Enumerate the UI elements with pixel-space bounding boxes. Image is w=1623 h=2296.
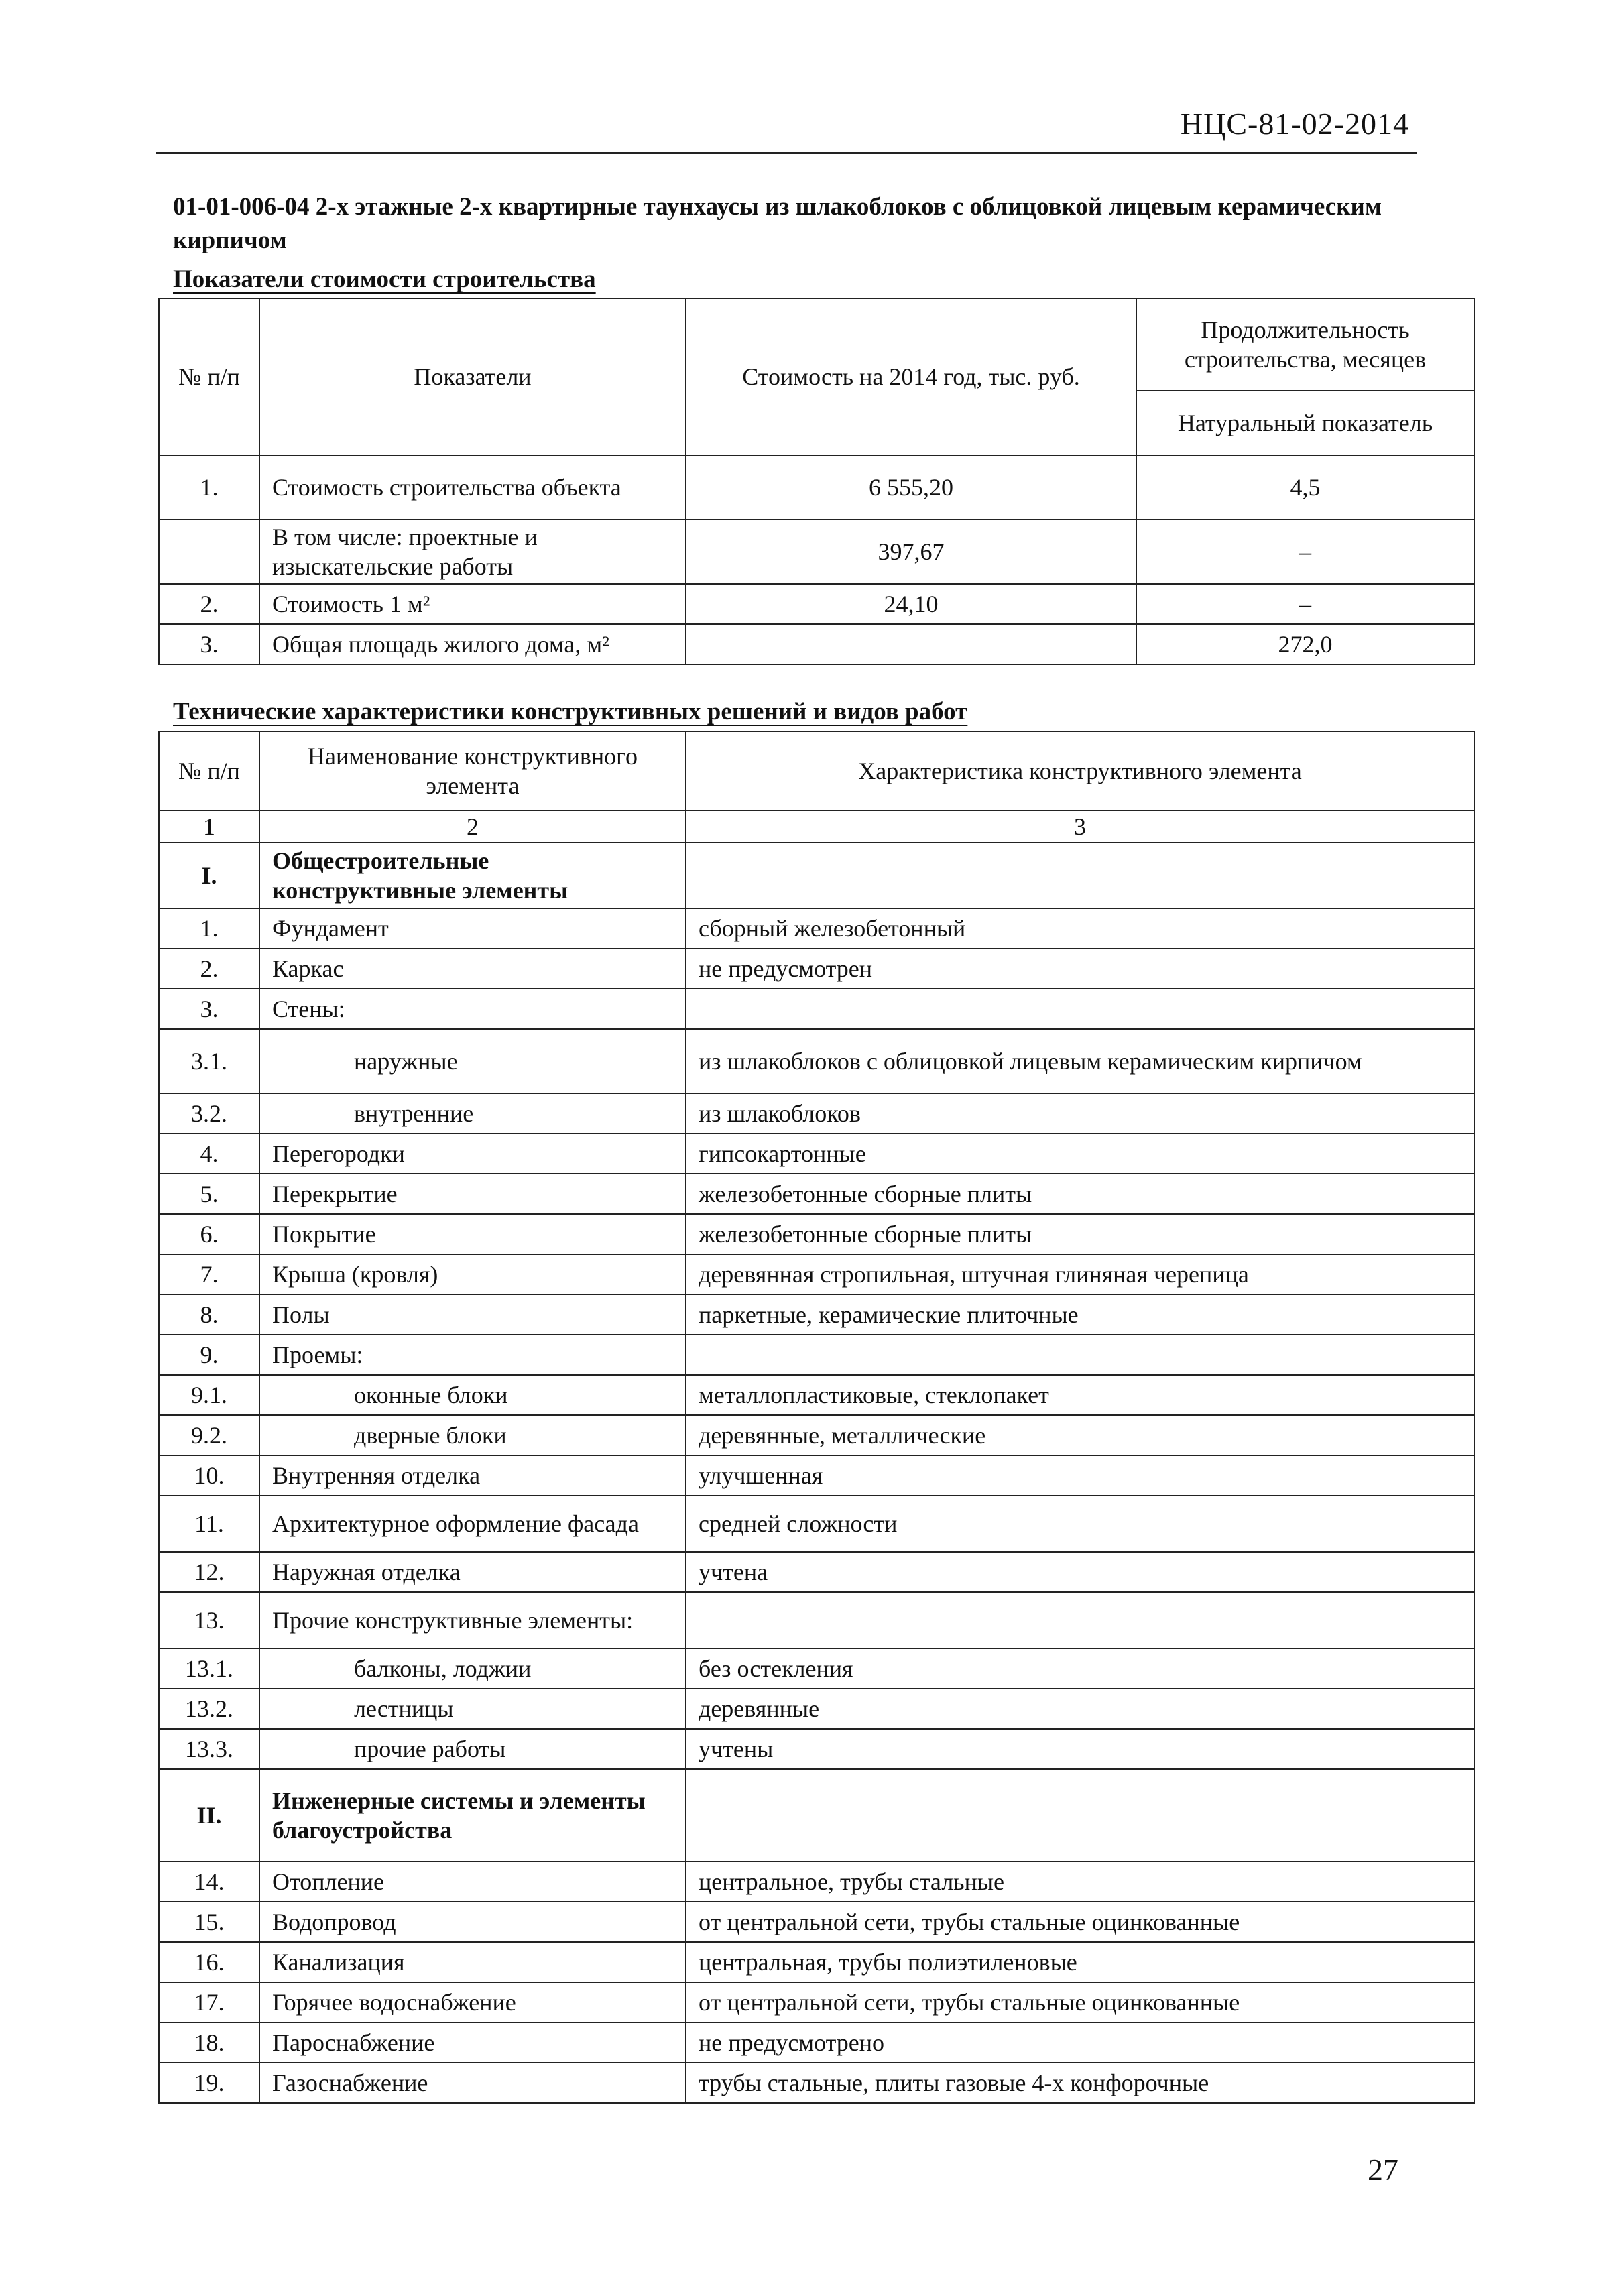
- table-row: [159, 1254, 1474, 1294]
- table-row: [159, 1455, 1474, 1496]
- row-num: 3.: [159, 624, 259, 664]
- row-characteristic: из шлакоблоков с облицовкой лицевым керамическим кирпичом: [686, 1029, 1474, 1093]
- row-num: 13.3.: [159, 1729, 259, 1769]
- table-row: [159, 455, 1474, 520]
- row-characteristic: от центральной сети, трубы стальные оцинкованные: [686, 1982, 1474, 2022]
- row-element: Отопление: [259, 1862, 686, 1902]
- row-characteristic: улучшенная: [686, 1455, 1474, 1496]
- row-characteristic: [686, 1335, 1474, 1375]
- row-characteristic: учтены: [686, 1729, 1474, 1769]
- row-characteristic: средней сложности: [686, 1496, 1474, 1552]
- row-name: Общая площадь жилого дома, м²: [259, 624, 686, 664]
- row-element: Полы: [259, 1294, 686, 1335]
- row-num: 13.1.: [159, 1648, 259, 1689]
- row-num: 1.: [159, 455, 259, 520]
- row-characteristic: [686, 1592, 1474, 1648]
- row-num: 16.: [159, 1942, 259, 1982]
- row-element: наружные: [259, 1029, 686, 1093]
- row-num: 13.: [159, 1592, 259, 1648]
- row-element: дверные блоки: [259, 1415, 686, 1455]
- table-row: [159, 1214, 1474, 1254]
- row-element: Канализация: [259, 1942, 686, 1982]
- header-num: № п/п: [159, 731, 259, 810]
- row-cost: 24,10: [686, 584, 1136, 624]
- row-value: –: [1136, 520, 1474, 584]
- table-row: [159, 1689, 1474, 1729]
- row-num: II.: [159, 1769, 259, 1862]
- row-element: Архитектурное оформление фасада: [259, 1496, 686, 1552]
- row-cost: 397,67: [686, 520, 1136, 584]
- row-cost: 6 555,20: [686, 455, 1136, 520]
- row-num: 11.: [159, 1496, 259, 1552]
- section-row: [159, 1769, 1474, 1862]
- header-rule: [156, 152, 1417, 154]
- row-element: лестницы: [259, 1689, 686, 1729]
- row-characteristic: деревянная стропильная, штучная глиняная черепица: [686, 1254, 1474, 1294]
- row-characteristic: деревянные: [686, 1689, 1474, 1729]
- row-element: Перегородки: [259, 1134, 686, 1174]
- header-duration: Продолжительность строительства, месяцев: [1136, 298, 1474, 391]
- table-row: [159, 1029, 1474, 1093]
- table-row: [159, 1942, 1474, 1982]
- table-row: [159, 584, 1474, 624]
- row-num: 3.: [159, 989, 259, 1029]
- header-indicator: Показатели: [259, 298, 686, 455]
- row-characteristic: без остекления: [686, 1648, 1474, 1689]
- row-characteristic: из шлакоблоков: [686, 1093, 1474, 1134]
- section-row: [159, 843, 1474, 908]
- row-element: Каркас: [259, 949, 686, 989]
- table-row: [159, 989, 1474, 1029]
- row-num: I.: [159, 843, 259, 908]
- table-row: [159, 1375, 1474, 1415]
- row-characteristic: центральное, трубы стальные: [686, 1862, 1474, 1902]
- table-row: [159, 1729, 1474, 1769]
- row-num: 13.2.: [159, 1689, 259, 1729]
- header-element: Наименование конструктивного элемента: [259, 731, 686, 810]
- row-value: 4,5: [1136, 455, 1474, 520]
- row-element: Фундамент: [259, 908, 686, 949]
- table-row: [159, 1552, 1474, 1592]
- row-element: Стены:: [259, 989, 686, 1029]
- table-row: [159, 1982, 1474, 2022]
- row-characteristic: не предусмотрен: [686, 949, 1474, 989]
- tech-table: [158, 731, 1475, 2104]
- row-characteristic: учтена: [686, 1552, 1474, 1592]
- row-element: Внутренняя отделка: [259, 1455, 686, 1496]
- row-num: 8.: [159, 1294, 259, 1335]
- row-num: 9.1.: [159, 1375, 259, 1415]
- table-row: [159, 1134, 1474, 1174]
- row-num: [159, 520, 259, 584]
- row-num: 2.: [159, 584, 259, 624]
- table-row: [159, 949, 1474, 989]
- row-characteristic: трубы стальные, плиты газовые 4-х конфорочные: [686, 2063, 1474, 2103]
- column-number: 2: [259, 810, 686, 843]
- row-element: Общестроительные конструктивные элементы: [259, 843, 686, 908]
- table-row: [159, 1496, 1474, 1552]
- header-natural: Натуральный показатель: [1136, 391, 1474, 455]
- table-row: [159, 1592, 1474, 1648]
- row-element: Наружная отделка: [259, 1552, 686, 1592]
- row-characteristic: от центральной сети, трубы стальные оцинкованные: [686, 1902, 1474, 1942]
- document-code: НЦС-81-02-2014: [1180, 107, 1409, 141]
- table-row: [159, 2063, 1474, 2103]
- row-characteristic: [686, 1769, 1474, 1862]
- row-num: 9.: [159, 1335, 259, 1375]
- row-num: 10.: [159, 1455, 259, 1496]
- row-num: 14.: [159, 1862, 259, 1902]
- row-element: Водопровод: [259, 1902, 686, 1942]
- row-element: оконные блоки: [259, 1375, 686, 1415]
- table-row: [159, 1902, 1474, 1942]
- header-num: № п/п: [159, 298, 259, 455]
- row-name: В том числе: проектные и изыскательские работы: [259, 520, 686, 584]
- row-element: Перекрытие: [259, 1174, 686, 1214]
- row-element: балконы, лоджии: [259, 1648, 686, 1689]
- table-row: [159, 1174, 1474, 1214]
- row-num: 2.: [159, 949, 259, 989]
- row-num: 3.2.: [159, 1093, 259, 1134]
- row-name: Стоимость 1 м²: [259, 584, 686, 624]
- table-row: [159, 520, 1474, 584]
- row-value: 272,0: [1136, 624, 1474, 664]
- row-num: 9.2.: [159, 1415, 259, 1455]
- table-row: [159, 908, 1474, 949]
- table-row: [159, 624, 1474, 664]
- row-element: прочие работы: [259, 1729, 686, 1769]
- row-num: 1.: [159, 908, 259, 949]
- tech-section-heading: Технические характеристики конструктивных решений и видов работ: [173, 698, 968, 725]
- cost-table: [158, 298, 1475, 665]
- row-element: Покрытие: [259, 1214, 686, 1254]
- document-title: 01-01-006-04 2-х этажные 2-х квартирные таунхаусы из шлакоблоков с облицовкой лицевым керамическим кирпичом: [173, 193, 1382, 254]
- row-characteristic: не предусмотрено: [686, 2022, 1474, 2063]
- row-num: 7.: [159, 1254, 259, 1294]
- row-num: 12.: [159, 1552, 259, 1592]
- row-characteristic: гипсокартонные: [686, 1134, 1474, 1174]
- table-row: [159, 1335, 1474, 1375]
- row-num: 19.: [159, 2063, 259, 2103]
- cost-section-heading: Показатели стоимости строительства: [173, 265, 596, 293]
- row-num: 4.: [159, 1134, 259, 1174]
- row-characteristic: металлопластиковые, стеклопакет: [686, 1375, 1474, 1415]
- row-element: Пароснабжение: [259, 2022, 686, 2063]
- table-row: [159, 1415, 1474, 1455]
- row-value: –: [1136, 584, 1474, 624]
- column-number: 3: [686, 810, 1474, 843]
- row-element: внутренние: [259, 1093, 686, 1134]
- table-row: [159, 1093, 1474, 1134]
- row-characteristic: паркетные, керамические плиточные: [686, 1294, 1474, 1335]
- row-num: 3.1.: [159, 1029, 259, 1093]
- row-characteristic: [686, 989, 1474, 1029]
- row-name: Стоимость строительства объекта: [259, 455, 686, 520]
- row-num: 5.: [159, 1174, 259, 1214]
- row-num: 15.: [159, 1902, 259, 1942]
- row-num: 17.: [159, 1982, 259, 2022]
- row-characteristic: деревянные, металлические: [686, 1415, 1474, 1455]
- row-element: Инженерные системы и элементы благоустройства: [259, 1769, 686, 1862]
- row-characteristic: центральная, трубы полиэтиленовые: [686, 1942, 1474, 1982]
- row-cost: [686, 624, 1136, 664]
- row-num: 18.: [159, 2022, 259, 2063]
- row-characteristic: железобетонные сборные плиты: [686, 1214, 1474, 1254]
- row-element: Прочие конструктивные элементы:: [259, 1592, 686, 1648]
- row-element: Горячее водоснабжение: [259, 1982, 686, 2022]
- row-characteristic: сборный железобетонный: [686, 908, 1474, 949]
- row-characteristic: железобетонные сборные плиты: [686, 1174, 1474, 1214]
- header-characteristic: Характеристика конструктивного элемента: [686, 731, 1474, 810]
- header-cost: Стоимость на 2014 год, тыс. руб.: [686, 298, 1136, 455]
- page-number: 27: [1368, 2153, 1398, 2187]
- table-row: [159, 2022, 1474, 2063]
- table-row: [159, 1648, 1474, 1689]
- table-row: [159, 1862, 1474, 1902]
- row-element: Крыша (кровля): [259, 1254, 686, 1294]
- column-number: 1: [159, 810, 259, 843]
- row-element: Газоснабжение: [259, 2063, 686, 2103]
- row-characteristic: [686, 843, 1474, 908]
- row-element: Проемы:: [259, 1335, 686, 1375]
- table-row: [159, 1294, 1474, 1335]
- tech-table-body: [159, 843, 1474, 2103]
- row-num: 6.: [159, 1214, 259, 1254]
